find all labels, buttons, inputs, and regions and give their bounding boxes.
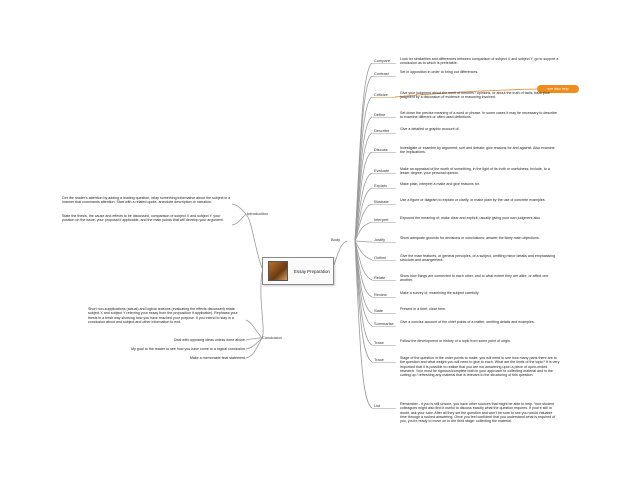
body-item-label[interactable]: Review [374, 292, 387, 297]
body-item-label[interactable]: Justify [374, 237, 386, 242]
body-item-label[interactable]: Summarise [374, 321, 394, 326]
body-item-label[interactable]: Outline [374, 255, 387, 260]
root-title: Essay Preparation [294, 268, 330, 274]
branch-body[interactable]: Body [331, 237, 341, 242]
concl-note-3: My goal to the reader to see how you have come to a logical conclusion. [131, 347, 246, 351]
body-item-desc: Make plain, interpret a make and give reasons for. [400, 182, 480, 186]
body-item-label[interactable]: Discuss [374, 147, 388, 152]
body-item-label[interactable]: Explain [374, 183, 387, 188]
body-item-label[interactable]: Contrast [374, 71, 389, 76]
concl-note-2: Deal with opposing ideas unless done above. [173, 338, 246, 342]
orange-tag[interactable]: see also help [537, 85, 579, 93]
body-item-label[interactable]: Describe [374, 128, 390, 133]
body-item-label[interactable]: Define [374, 112, 386, 117]
link-body-justify [355, 241, 372, 242]
body-item-label[interactable]: Compare [374, 58, 391, 63]
body-item-desc: Give your judgment about the merit of theories / opinions, or about the truth of facts; back your judgment by a discussion of evidence or reasoning involved. [400, 91, 550, 100]
intro-note-1: Get the reader's attention by adding a leading question, relay something informative about the subject in a manner that commands attention. Start with a related quote, anecdote description or narration. [62, 196, 231, 205]
branch-introduction[interactable]: Introduction [247, 211, 268, 216]
body-item-desc: Look for similarities and differences between comparison of subject X and subject Y, go to support a conclusion as to which is preferable. [400, 57, 559, 66]
body-item-desc: Show how things are connected to each other, and to what extent they are alike, or affect one another. [400, 274, 549, 283]
body-item-desc: Investigate or examine by argument; sort and debate; give reasons for and against. Also examine the implications. [400, 146, 555, 155]
link-root-body [332, 241, 347, 270]
link-intro-note1 [232, 204, 246, 214]
root-node[interactable] [262, 257, 334, 285]
body-item-label[interactable]: Evaluate [374, 168, 390, 173]
link-intro-note2 [232, 214, 246, 225]
intro-note-2: State the thesis, the cause and effects to be discussed, comparison of subject X and subject Y, your position on the issue, your proposal if applicable, and the main points that will develop your argument. [62, 214, 224, 223]
essay-image [268, 261, 288, 281]
body-item-label[interactable]: Relate [374, 275, 386, 280]
body-item-desc: Make an appraisal of the worth of something, in the light of its truth or usefulness. Include, to a lesser degree, your personal opinion. [400, 167, 550, 176]
body-item-desc: Give a concise account of the chief points of a matter, omitting details and examples. [400, 320, 535, 324]
body-item-label[interactable]: List [374, 403, 381, 408]
body-item-label[interactable]: Criticize [374, 92, 388, 97]
body-item-desc: Follow the development or history of a topic from some point of origin. [400, 339, 511, 343]
body-item-label[interactable]: State [374, 308, 384, 313]
body-item-desc: Use a figure or diagram to explain or clarify, or make plain by the use of concrete examples. [400, 198, 546, 202]
body-item-desc: Set down the precise meaning of a word or phrase. In some cases it may be necessary to describe to examine different or often used definitions. [400, 111, 558, 120]
body-item-desc: Stage of the question in the order points to make: you will need to see how many parts there are to the question and what weight you will need to give to each. What are the limits of the topic? It is very important that it is possible to realise that you are not answering upon a piece of open-ended research. Your must be rigorous/complete both in your approach to collecting material and in the cutting up / refreshing any material that is relevant to the structuring of this question. [400, 356, 560, 378]
link-root-introduction [246, 214, 262, 268]
body-item-desc: Set in opposition in order to bring out differences. [400, 70, 479, 74]
body-item-desc: Give a detailed or graphic account of. [400, 127, 460, 131]
concl-note-4: Make a memorable final statement. [189, 356, 246, 360]
body-item-label[interactable]: Interpret [374, 217, 389, 222]
body-item-label[interactable]: Trace [374, 340, 384, 345]
link-concl-note1 [246, 320, 262, 338]
body-item-desc: Show adequate grounds for decisions or conclusions; answer the likely main objections. [400, 236, 540, 240]
branch-conclusion[interactable]: Conclusion [262, 335, 282, 340]
body-item-desc: Make a survey of, examining the subject carefully. [400, 291, 480, 295]
body-item-desc: Present in a brief, clear form. [400, 307, 447, 311]
body-item-desc: Remember - if you is still unsure, you have other sources that might be able to help. Your student colleagues might also find it useful to discuss exactly what the question requires. If you're still in doubt, ask your tutor. After all they set the question and won't be sure to see you would valuable time through a rushed answering. Once you feel confident that you understand what is required of you, you're ready to move on to the third stage: collecting the material. [400, 402, 556, 424]
body-item-label[interactable]: Illustrate [374, 199, 389, 204]
link-concl-note2 [246, 338, 262, 340]
link-concl-note4 [246, 338, 262, 358]
concl-note-1: Short non-supplications (actual) and logical reasons (evaluating the effects discussed) relate subject X and subject Y referring your essay from the proposition if applicable). Rephrase your thesis in a fresh way showing how you have reached your purpose. If you intend to stay in a conclusion about and subject and other information to end. [88, 307, 238, 324]
body-item-desc: Expound the meaning of; make clear and explicit, usually giving your own judgment also. [400, 216, 542, 220]
body-item-label[interactable]: Trace [374, 357, 384, 362]
body-item-desc: Give the main features, or general principles, of a subject, omitting minor details and emphasising structure and arrangement. [400, 254, 556, 263]
